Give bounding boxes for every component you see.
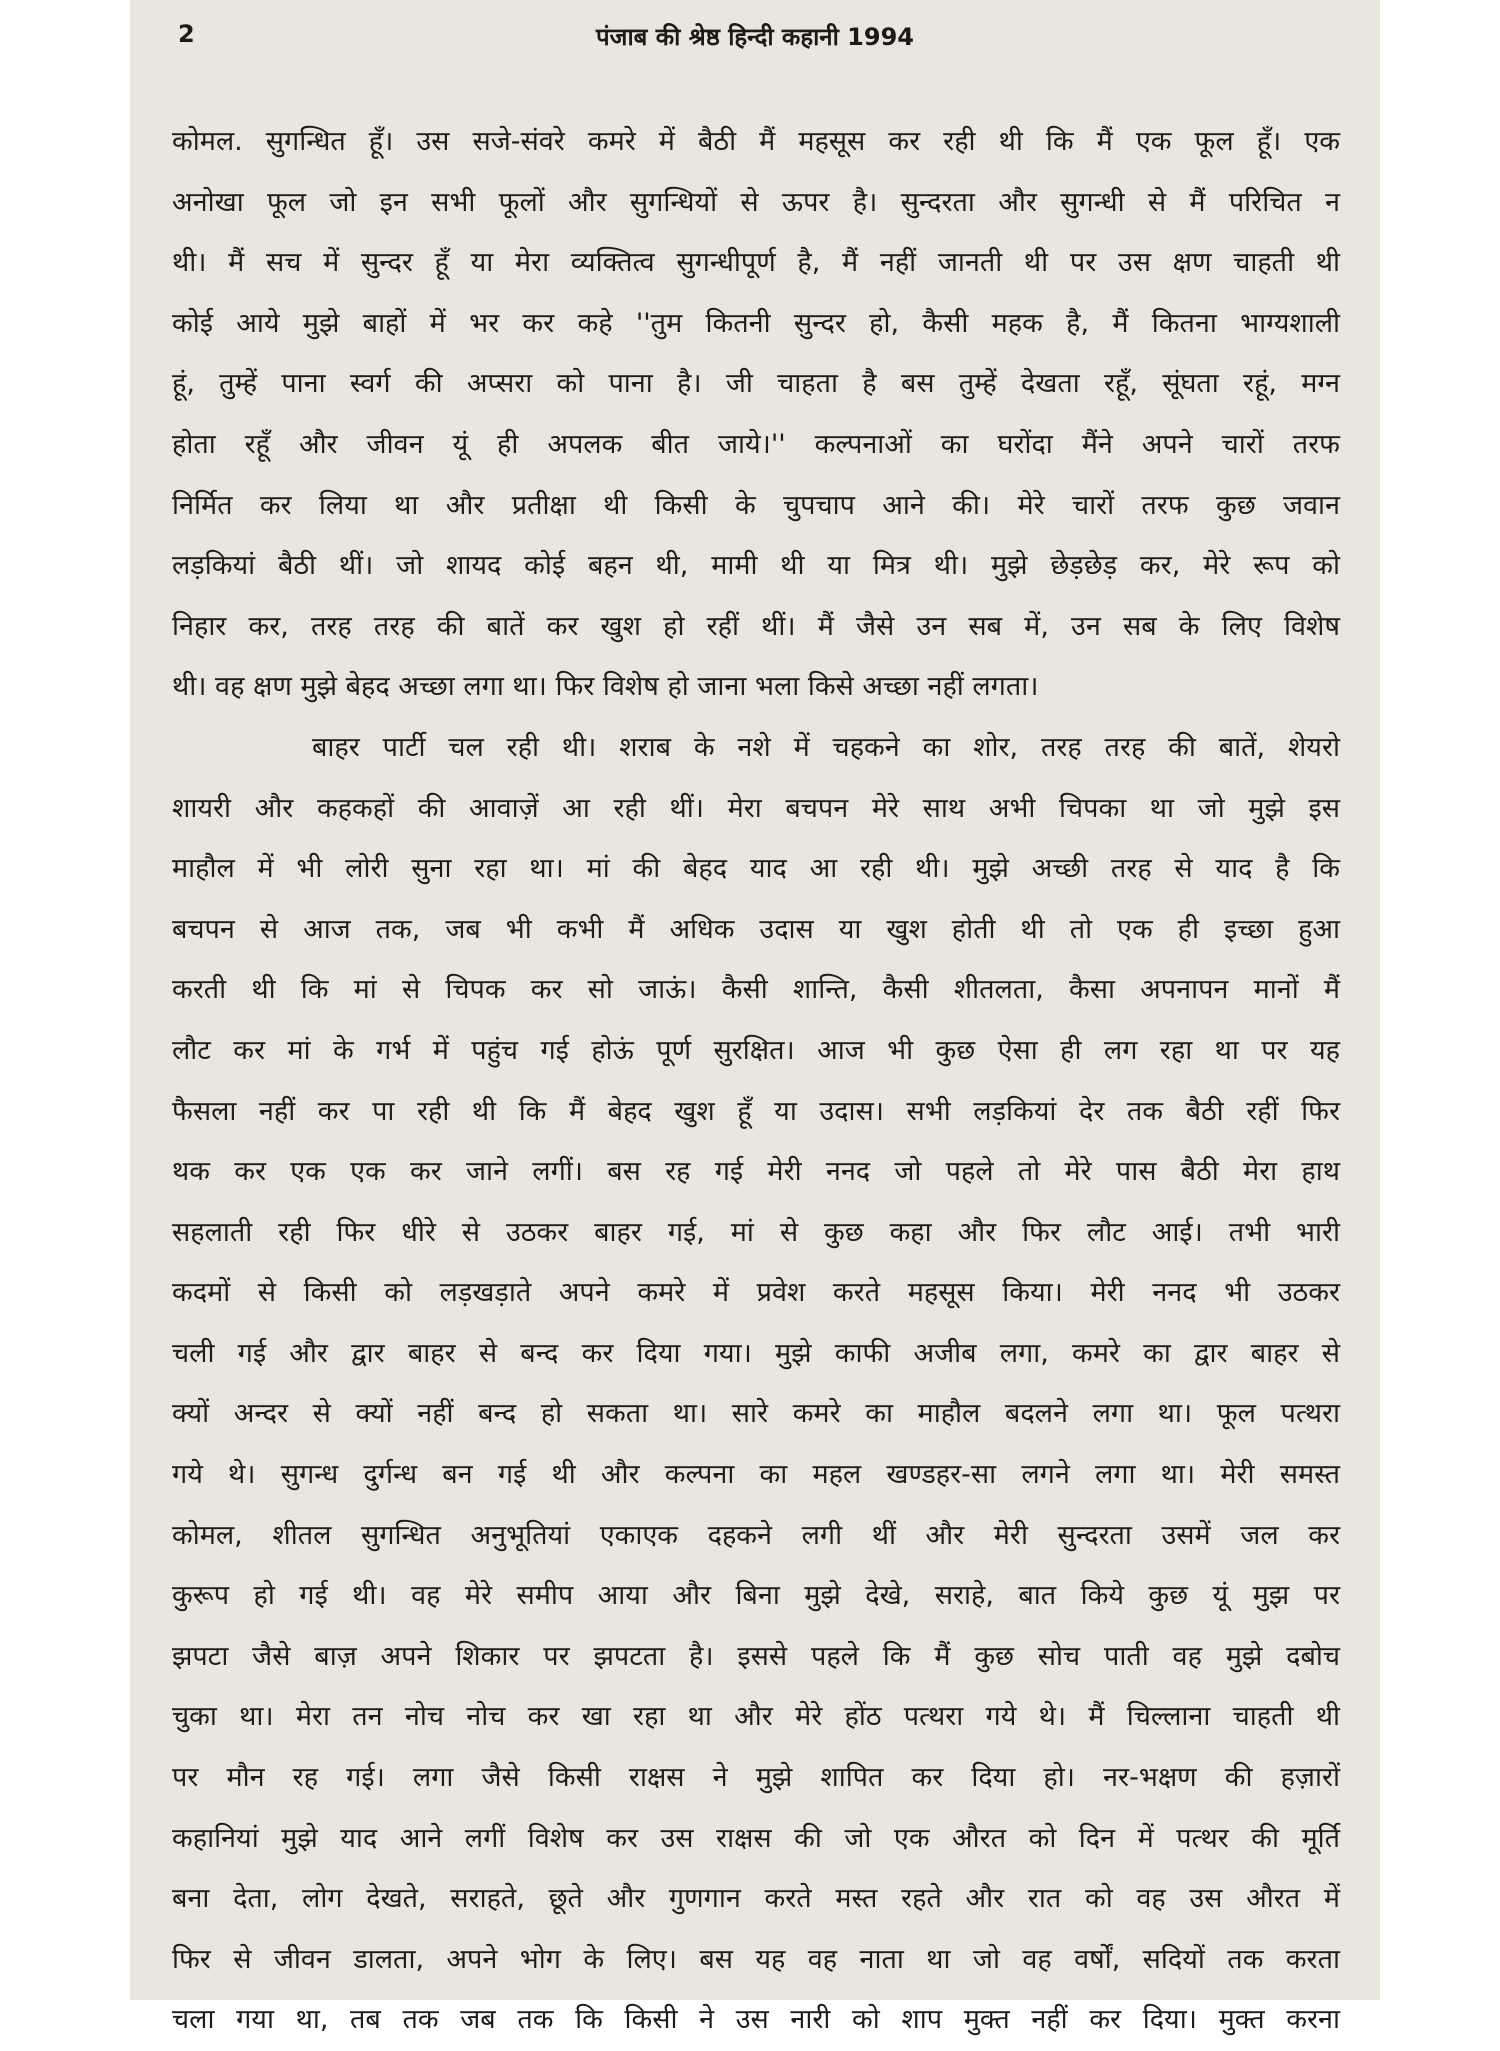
text-line: होता रहूँ और जीवन यूं ही अपलक बीत जाये।'' कल्पनाओं का घरोंदा मैंने अपने चारों तरफ (172, 428, 1340, 460)
text-line: थक कर एक एक कर जाने लगीं। बस रह गई मेरी ननद जो पहले तो मेरे पास बैठी मेरा हाथ (172, 1156, 1340, 1188)
text-line: फैसला नहीं कर पा रही थी कि मैं बेहद खुश हूँ या उदास। सभी लड़कियां देर तक बैठी रहीं फिर (172, 1095, 1340, 1127)
text-line: कोमल, शीतल सुगन्धित अनुभूतियां एकाएक दहकने लगी थीं और मेरी सुन्दरता उसमें जल कर (172, 1519, 1340, 1551)
text-line: फिर से जीवन डालता, अपने भोग के लिए। बस यह वह नाता था जो वह वर्षों, सदियों तक करता (172, 1943, 1340, 1975)
text-line: निर्मित कर लिया था और प्रतीक्षा थी किसी के चुपचाप आने की। मेरे चारों तरफ कुछ जवान (172, 489, 1340, 521)
text-line: थी। वह क्षण मुझे बेहद अच्छा लगा था। फिर विशेष हो जाना भला किसे अच्छा नहीं लगता। (172, 671, 1039, 703)
page-number: 2 (178, 20, 195, 48)
text-line: झपटा जैसे बाज़ अपने शिकार पर झपटता है। इससे पहले कि मैं कुछ सोच पाती वह मुझे दबोच (172, 1640, 1340, 1672)
text-line: लौट कर मां के गर्भ में पहुंच गई होऊं पूर्ण सुरक्षित। आज भी कुछ ऐसा ही लग रहा था पर यह (172, 1034, 1340, 1066)
text-line: करती थी कि मां से चिपक कर सो जाऊं। कैसी शान्ति, कैसी शीतलता, कैसा अपनापन मानों मैं (172, 974, 1340, 1006)
text-line: शायरी और कहकहों की आवाज़ें आ रही थीं। मेरा बचपन मेरे साथ अभी चिपका था जो मुझे इस (172, 792, 1340, 824)
text-line: लड़कियां बैठी थीं। जो शायद कोई बहन थी, मामी थी या मित्र थी। मुझे छेड़छेड़ कर, मेरे रूप को (172, 550, 1340, 582)
text-line: बना देता, लोग देखते, सराहते, छूते और गुणगान करते मस्त रहते और रात को वह उस औरत में (172, 1883, 1340, 1915)
text-line: निहार कर, तरह तरह की बातें कर खुश हो रहीं थीं। मैं जैसे उन सब में, उन सब के लिए विशेष (172, 610, 1340, 642)
text-line: बचपन से आज तक, जब भी कभी मैं अधिक उदास या खुश होती थी तो एक ही इच्छा हुआ (172, 913, 1340, 945)
story-text (172, 112, 1340, 2051)
text-line: कोई आये मुझे बाहों में भर कर कहे ''तुम कितनी सुन्दर हो, कैसी महक है, मैं कितना भाग्यशाली (172, 307, 1340, 339)
text-line: सहलाती रही फिर धीरे से उठकर बाहर गई, मां से कुछ कहा और फिर लौट आई। तभी भारी (172, 1216, 1340, 1248)
text-line: थी। मैं सच में सुन्दर हूँ या मेरा व्यक्तित्व सुगन्धीपूर्ण है, मैं नहीं जानती थी पर उस क्षण चाहती थी (172, 247, 1340, 279)
paragraph-start-line: बाहर पार्टी चल रही थी। शराब के नशे में चहकने का शोर, तरह तरह की बातें, शेयरो (312, 731, 1340, 763)
text-line: कुरूप हो गई थी। वह मेरे समीप आया और बिना मुझे देखे, सराहे, बात किये कुछ यूं मुझ पर (172, 1580, 1340, 1612)
text-line: कहानियां मुझे याद आने लगीं विशेष कर उस राक्षस की जो एक औरत को दिन में पत्थर की मूर्ति (172, 1822, 1340, 1854)
running-title: पंजाब की श्रेष्ठ हिन्दी कहानी 1994 (596, 23, 914, 51)
text-line: कोमल. सुगन्धित हूँ। उस सजे-संवरे कमरे में बैठी मैं महसूस कर रही थी कि मैं एक फूल हूँ। एक (172, 126, 1340, 157)
text-line: चला गया था, तब तक जब तक कि किसी ने उस नारी को शाप मुक्त नहीं कर दिया। मुक्त करना (172, 2004, 1340, 2036)
text-line: चुका था। मेरा तन नोच नोच कर खा रहा था और मेरे होंठ पत्थरा गये थे। मैं चिल्लाना चाहती थी (172, 1701, 1340, 1733)
text-line: माहौल में भी लोरी सुना रहा था। मां की बेहद याद आ रही थी। मुझे अच्छी तरह से याद है कि (172, 853, 1340, 885)
text-line: क्यों अन्दर से क्यों नहीं बन्द हो सकता था। सारे कमरे का माहौल बदलने लगा था। फूल पत्थरा (172, 1398, 1340, 1430)
text-line: चली गई और द्वार बाहर से बन्द कर दिया गया। मुझे काफी अजीब लगा, कमरे का द्वार बाहर से (172, 1337, 1340, 1369)
text-line: गये थे। सुगन्ध दुर्गन्ध बन गई थी और कल्पना का महल खण्डहर-सा लगने लगा था। मेरी समस्त (172, 1459, 1340, 1491)
book-page (130, 0, 1380, 2036)
text-line: कदमों से किसी को लड़खड़ाते अपने कमरे में प्रवेश करते महसूस किया। मेरी ननद भी उठकर (172, 1277, 1340, 1309)
page-header (130, 18, 1380, 58)
text-line: अनोखा फूल जो इन सभी फूलों और सुगन्धियों से ऊपर है। सुन्दरता और सुगन्धी से मैं परिचित न (172, 186, 1340, 218)
text-line: हूं, तुम्हें पाना स्वर्ग की अप्सरा को पाना है। जी चाहता है बस तुम्हें देखता रहूँ, सूंघता रहूं, मग्न (172, 368, 1340, 400)
text-line: पर मौन रह गई। लगा जैसे किसी राक्षस ने मुझे शापित कर दिया हो। नर-भक्षण की हज़ारों (172, 1762, 1340, 1794)
